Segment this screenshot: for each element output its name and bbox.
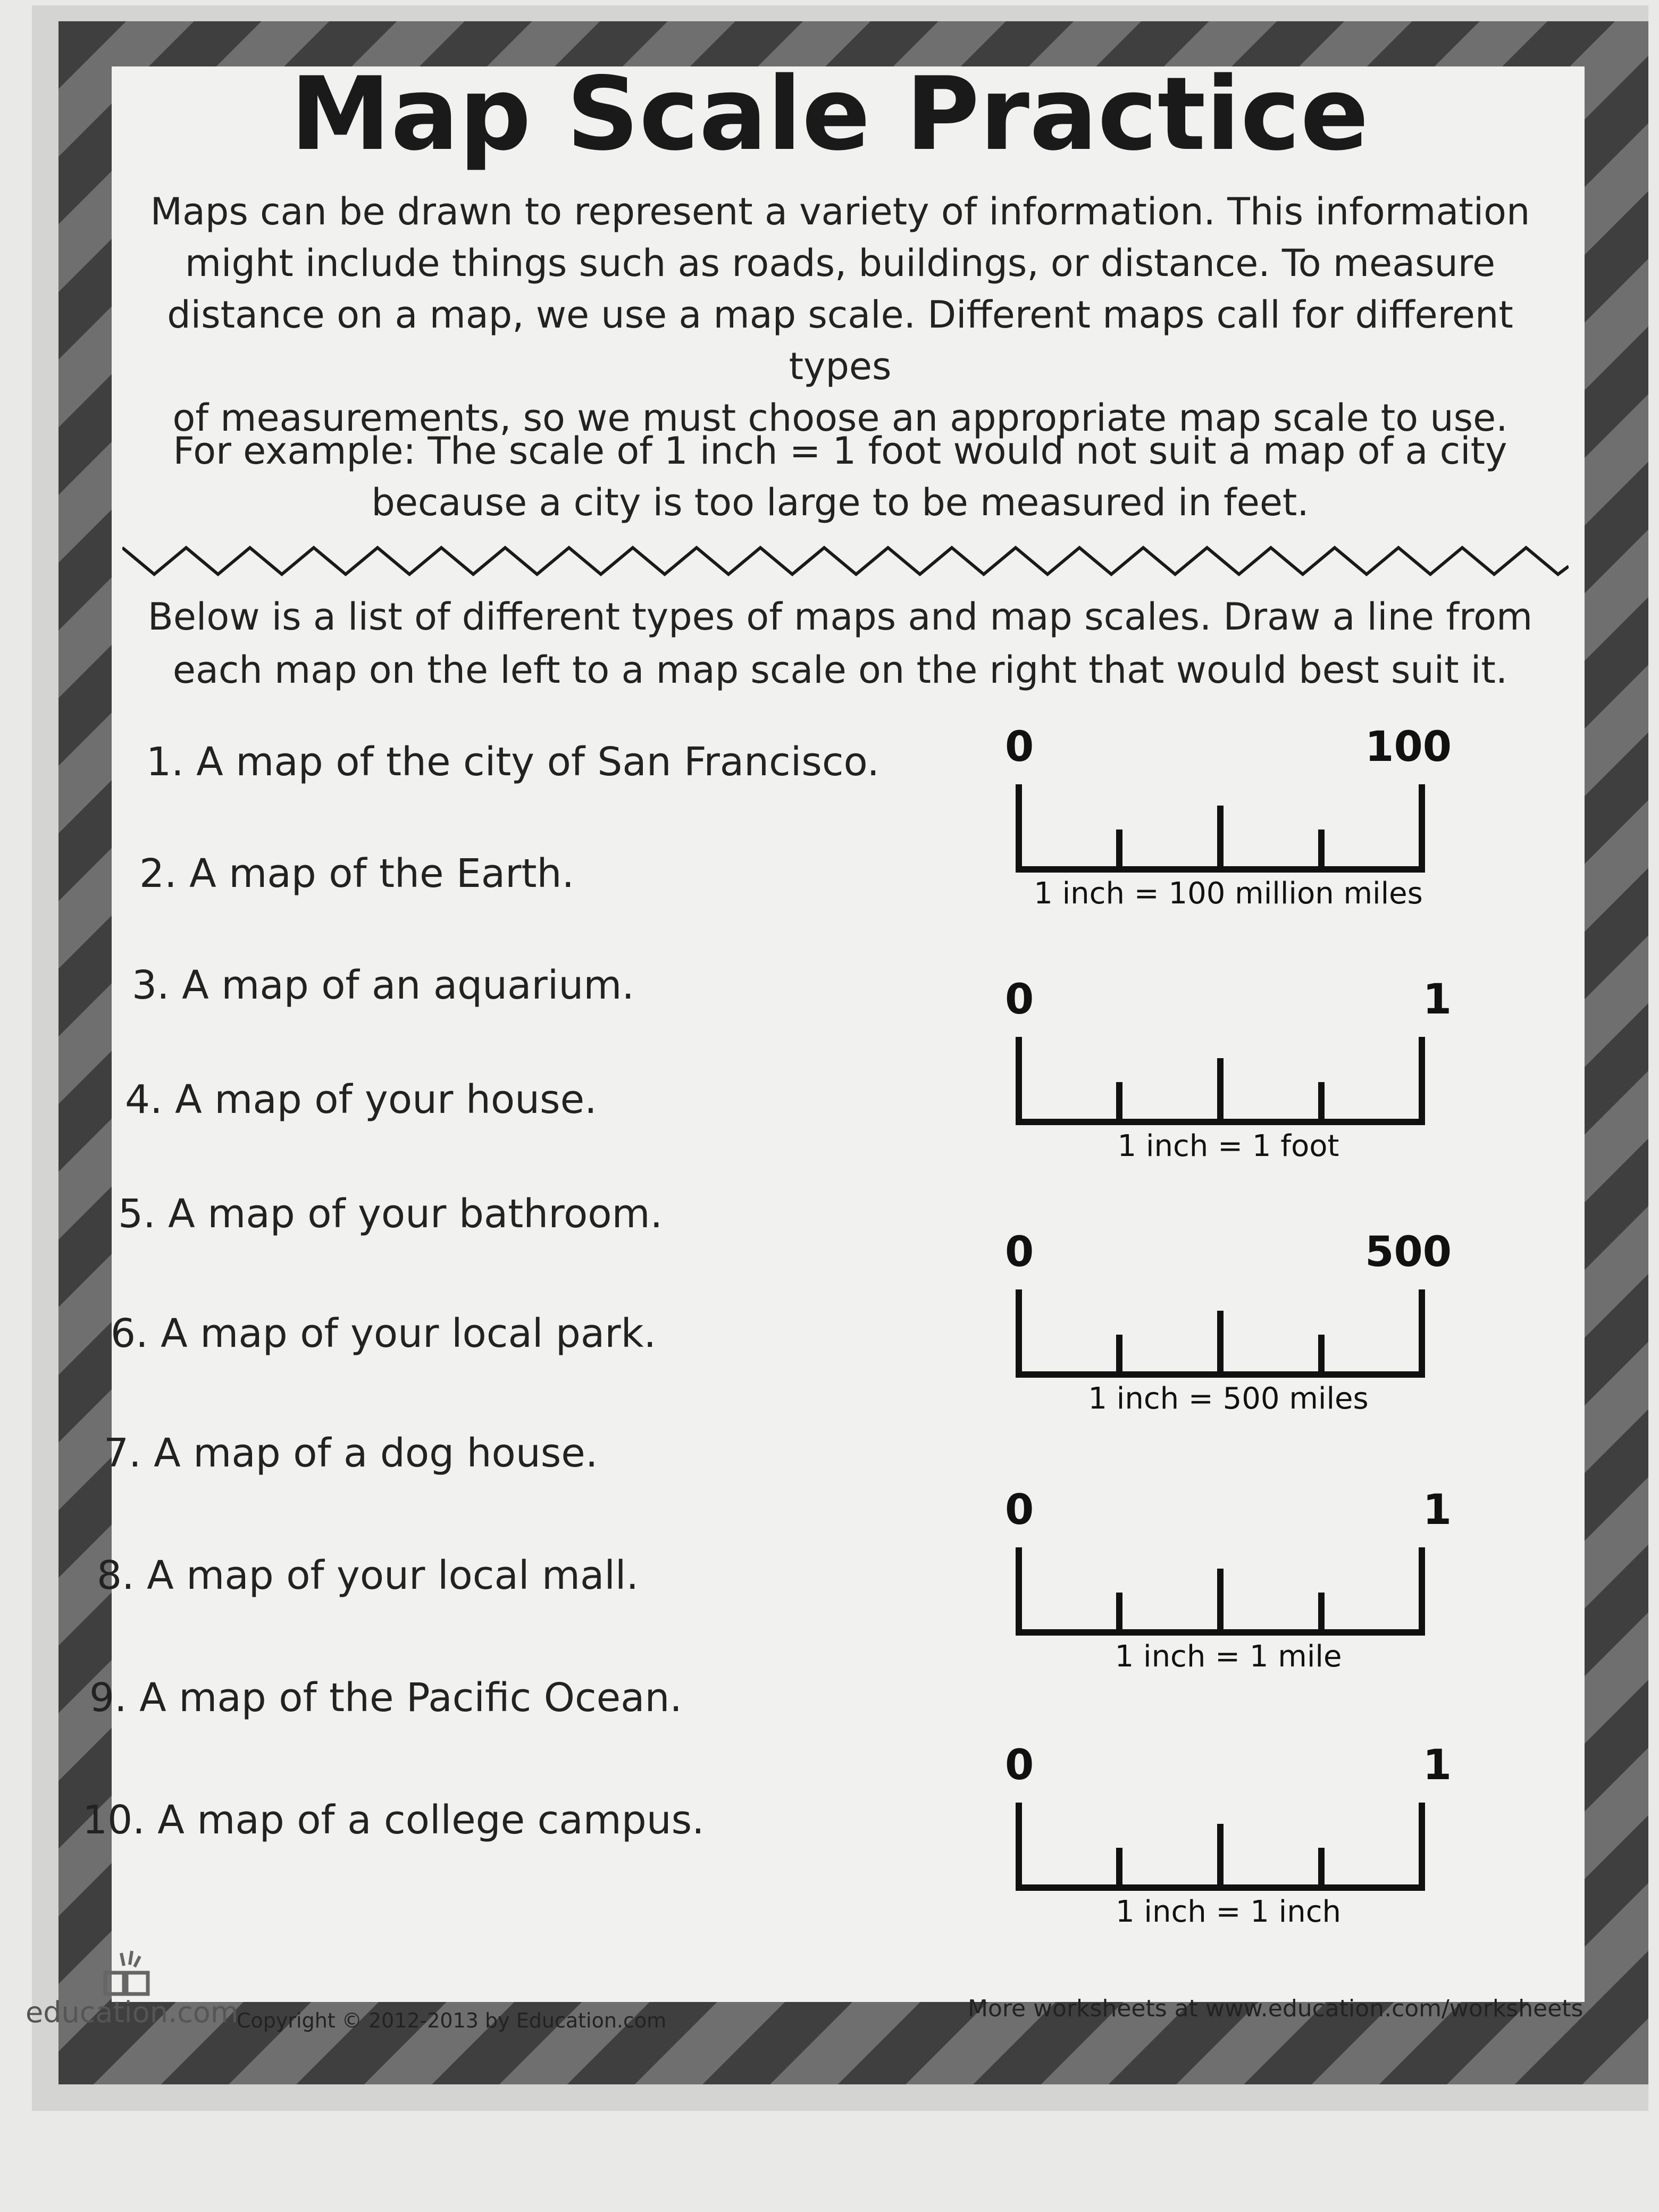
scale-end-label: 100 xyxy=(1365,723,1452,771)
scale-caption: 1 inch = 1 foot xyxy=(1117,1129,1339,1163)
intro-line: of measurements, so we must choose an appropriate map scale to use. xyxy=(172,396,1508,440)
map-scale-4 xyxy=(1005,1486,1452,1688)
example-line: because a city is too large to be measured in feet. xyxy=(371,481,1309,524)
scale-caption: 1 inch = 1 mile xyxy=(1115,1639,1342,1674)
map-scale-2 xyxy=(1005,976,1452,1178)
map-item-5: 5. A map of your bathroom. xyxy=(118,1191,663,1237)
map-item-6: 6. A map of your local park. xyxy=(111,1311,657,1356)
map-item-8: 8. A map of your local mall. xyxy=(97,1553,639,1598)
instruction-line: Below is a list of different types of maps and map scales. Draw a line from xyxy=(147,595,1533,639)
scale-start-label: 0 xyxy=(1005,1486,1034,1534)
scale-bar-5 xyxy=(1016,1803,1425,1893)
map-scale-5 xyxy=(1005,1741,1452,1943)
map-item-2: 2. A map of the Earth. xyxy=(139,851,574,896)
map-item-10: 10. A map of a college campus. xyxy=(82,1797,705,1843)
scale-end-label: 1 xyxy=(1422,976,1452,1024)
scale-bar-3 xyxy=(1016,1289,1425,1380)
map-scale-1 xyxy=(1005,723,1452,925)
scale-caption: 1 inch = 500 miles xyxy=(1088,1381,1369,1416)
example-line: For example: The scale of 1 inch = 1 foot would not suit a map of a city xyxy=(173,429,1507,473)
logo-text xyxy=(26,1996,238,2029)
intro-line: might include things such as roads, buildings, or distance. To measure xyxy=(185,241,1496,285)
scale-start-label: 0 xyxy=(1005,723,1034,771)
map-item-1: 1. A map of the city of San Francisco. xyxy=(146,739,880,785)
more-worksheets-link[interactable]: More worksheets at www.education.com/worksheets xyxy=(968,1995,1583,2022)
scale-bar-4 xyxy=(1016,1547,1425,1638)
instruction-line: each map on the left to a map scale on the right that would best suit it. xyxy=(172,648,1508,692)
map-item-9: 9. A map of the Pacific Ocean. xyxy=(89,1675,682,1721)
logo-brand: education xyxy=(26,1996,168,2029)
map-item-3: 3. A map of an aquarium. xyxy=(132,962,634,1008)
scale-caption: 1 inch = 1 inch xyxy=(1115,1895,1342,1929)
intro-line: distance on a map, we use a map scale. Different maps call for different types xyxy=(167,293,1513,388)
logo-suffix: .com xyxy=(167,1996,239,2029)
scale-bar-1 xyxy=(1016,784,1425,875)
scale-end-label: 500 xyxy=(1365,1228,1452,1276)
scale-caption: 1 inch = 100 million miles xyxy=(1034,876,1423,911)
book-icon xyxy=(95,1949,164,2002)
scale-start-label: 0 xyxy=(1005,976,1034,1024)
copyright-notice: Copyright © 2012-2013 by Education.com xyxy=(237,2009,667,2032)
scale-end-label: 1 xyxy=(1422,1741,1452,1789)
scale-end-label: 1 xyxy=(1422,1486,1452,1534)
map-scale-3 xyxy=(1005,1228,1452,1430)
scale-start-label: 0 xyxy=(1005,1228,1034,1276)
page-title: Map Scale Practice xyxy=(290,55,1369,173)
scale-bar-2 xyxy=(1016,1037,1425,1127)
map-item-4: 4. A map of your house. xyxy=(125,1077,597,1122)
map-item-7: 7. A map of a dog house. xyxy=(104,1430,598,1476)
scale-start-label: 0 xyxy=(1005,1741,1034,1789)
intro-line: Maps can be drawn to represent a variety of information. This information xyxy=(150,190,1530,233)
